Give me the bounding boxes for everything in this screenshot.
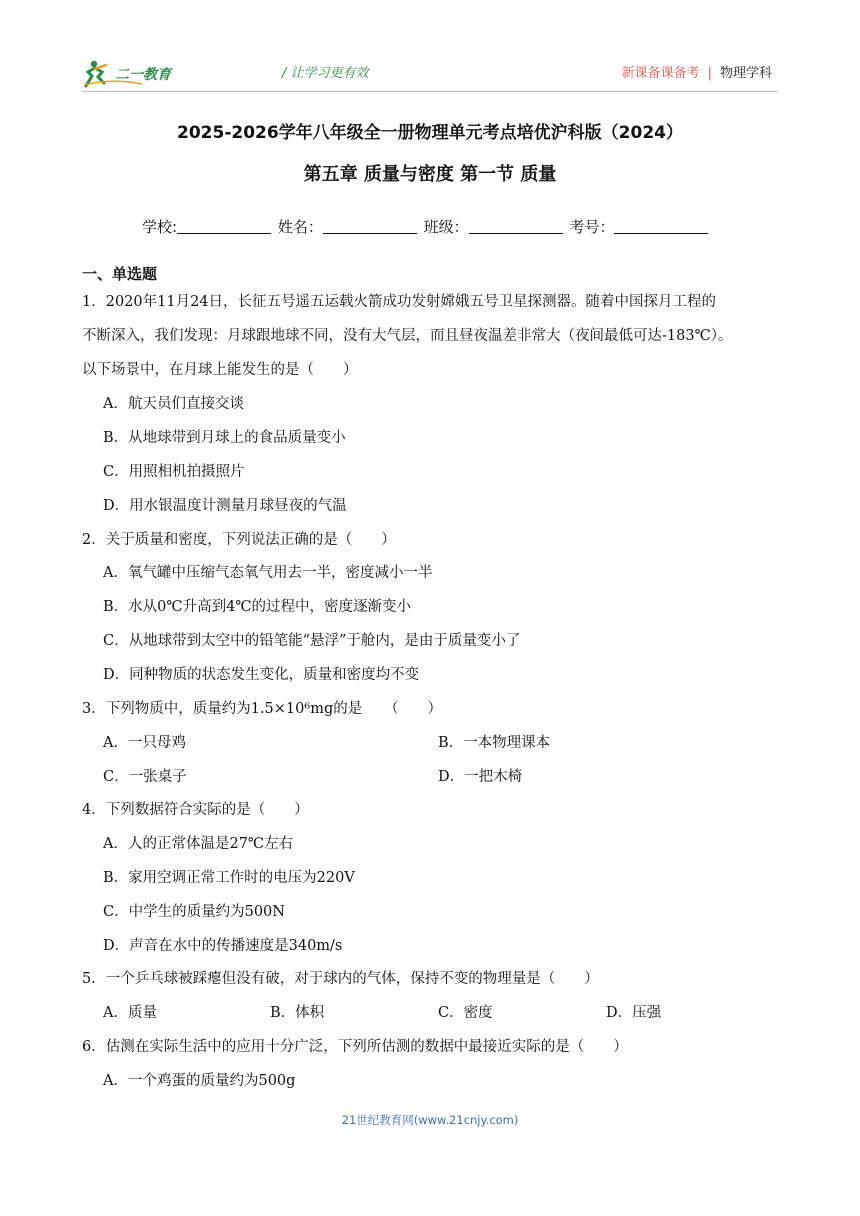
header-separator: | (707, 66, 712, 81)
class-label: 班级： (423, 218, 469, 236)
question-4-option-a: A．人的正常体温是27℃左右 (103, 836, 294, 852)
logo (82, 58, 202, 88)
question-1-line-2: 不断深入，我们发现：月球跟地球不同，没有大气层，而且昼夜温差非常大（夜间最低可达-183℃）。 (82, 328, 733, 344)
student-info-row (142, 216, 710, 237)
header-subject: 物理学科 (719, 66, 772, 81)
header-divider (82, 91, 778, 92)
question-4-option-c: C．中学生的质量约为500N (103, 904, 285, 920)
question-2-option-c: C．从地球带到太空中的铅笔能“悬浮”于舱内，是由于质量变小了 (103, 633, 521, 649)
question-2-option-b: B．水从0℃升高到4℃的过程中，密度逐渐变小 (103, 599, 412, 615)
question-5-option-a: A．质量 (103, 1005, 157, 1021)
chapter-title: 第五章 质量与密度 第一节 质量 (303, 164, 557, 185)
question-2-stem: 2．关于质量和密度，下列说法正确的是（ ） (82, 532, 396, 548)
question-1-option-d: D．用水银温度计测量月球昼夜的气温 (103, 498, 347, 514)
question-3-option-a: A．一只母鸡 (103, 735, 186, 751)
name-blank (323, 219, 417, 234)
header-course-label: 新课备课备考 (621, 66, 700, 81)
question-1-option-a: A．航天员们直接交谈 (103, 396, 244, 412)
question-1-option-c: C．用照相机拍摄照片 (103, 464, 245, 480)
question-1-line-1: 1．2020年11月24日，长征五号遥五运载火箭成功发射嫦娥五号卫星探测器。随着中国探月工程的 (82, 294, 717, 310)
question-5-stem: 5．一个乒乓球被踩瘪但没有破，对于球内的气体，保持不变的物理量是（ ） (82, 971, 599, 987)
exam-number-label: 考号： (569, 218, 615, 236)
question-4-stem: 4．下列数据符合实际的是（ ） (82, 802, 309, 818)
header-slogan: / 让学习更有效 (282, 66, 369, 81)
question-3-option-d: D．一把木椅 (438, 769, 523, 785)
question-5-option-b: B．体积 (270, 1005, 325, 1021)
question-4-option-b: B．家用空调正常工作时的电压为220V (103, 870, 355, 886)
logo-text: 二一教育 (115, 67, 171, 83)
question-6-stem: 6．估测在实际生活中的应用十分广泛，下列所估测的数据中最接近实际的是（ ） (82, 1039, 628, 1055)
question-2-option-a: A．氧气罐中压缩气态氧气用去一半，密度减小一半 (103, 565, 433, 581)
name-label: 姓名： (277, 218, 323, 236)
exam-title: 2025-2026学年八年级全一册物理单元考点培优沪科版（2024） (177, 123, 683, 143)
question-3-stem: 3．下列物质中，质量约为1.5×10⁶mg的是 （ ） (82, 701, 442, 717)
question-2-option-d: D．同种物质的状态发生变化，质量和密度均不变 (103, 667, 420, 683)
class-blank (469, 219, 563, 234)
question-5-option-c: C．密度 (438, 1005, 493, 1021)
header-right (622, 62, 772, 81)
question-3-option-c: C．一张桌子 (103, 769, 187, 785)
question-5-option-d: D．压强 (606, 1005, 662, 1021)
question-4-option-d: D．声音在水中的传播速度是340m/s (103, 938, 343, 954)
school-label: 学校: (142, 218, 178, 236)
question-1-line-3: 以下场景中，在月球上能发生的是（ ） (82, 362, 358, 378)
question-3-option-b: B．一本物理课本 (438, 735, 551, 751)
question-1-option-b: B．从地球带到月球上的食品质量变小 (103, 430, 346, 446)
school-blank (177, 219, 271, 234)
section-title: 一、单选题 (82, 265, 158, 283)
page-footer: 21世纪教育网(www.21cnjy.com) (341, 1113, 519, 1127)
question-6-option-a: A．一个鸡蛋的质量约为500g (103, 1073, 296, 1089)
exam-number-blank (614, 219, 708, 234)
page-header (82, 56, 778, 90)
